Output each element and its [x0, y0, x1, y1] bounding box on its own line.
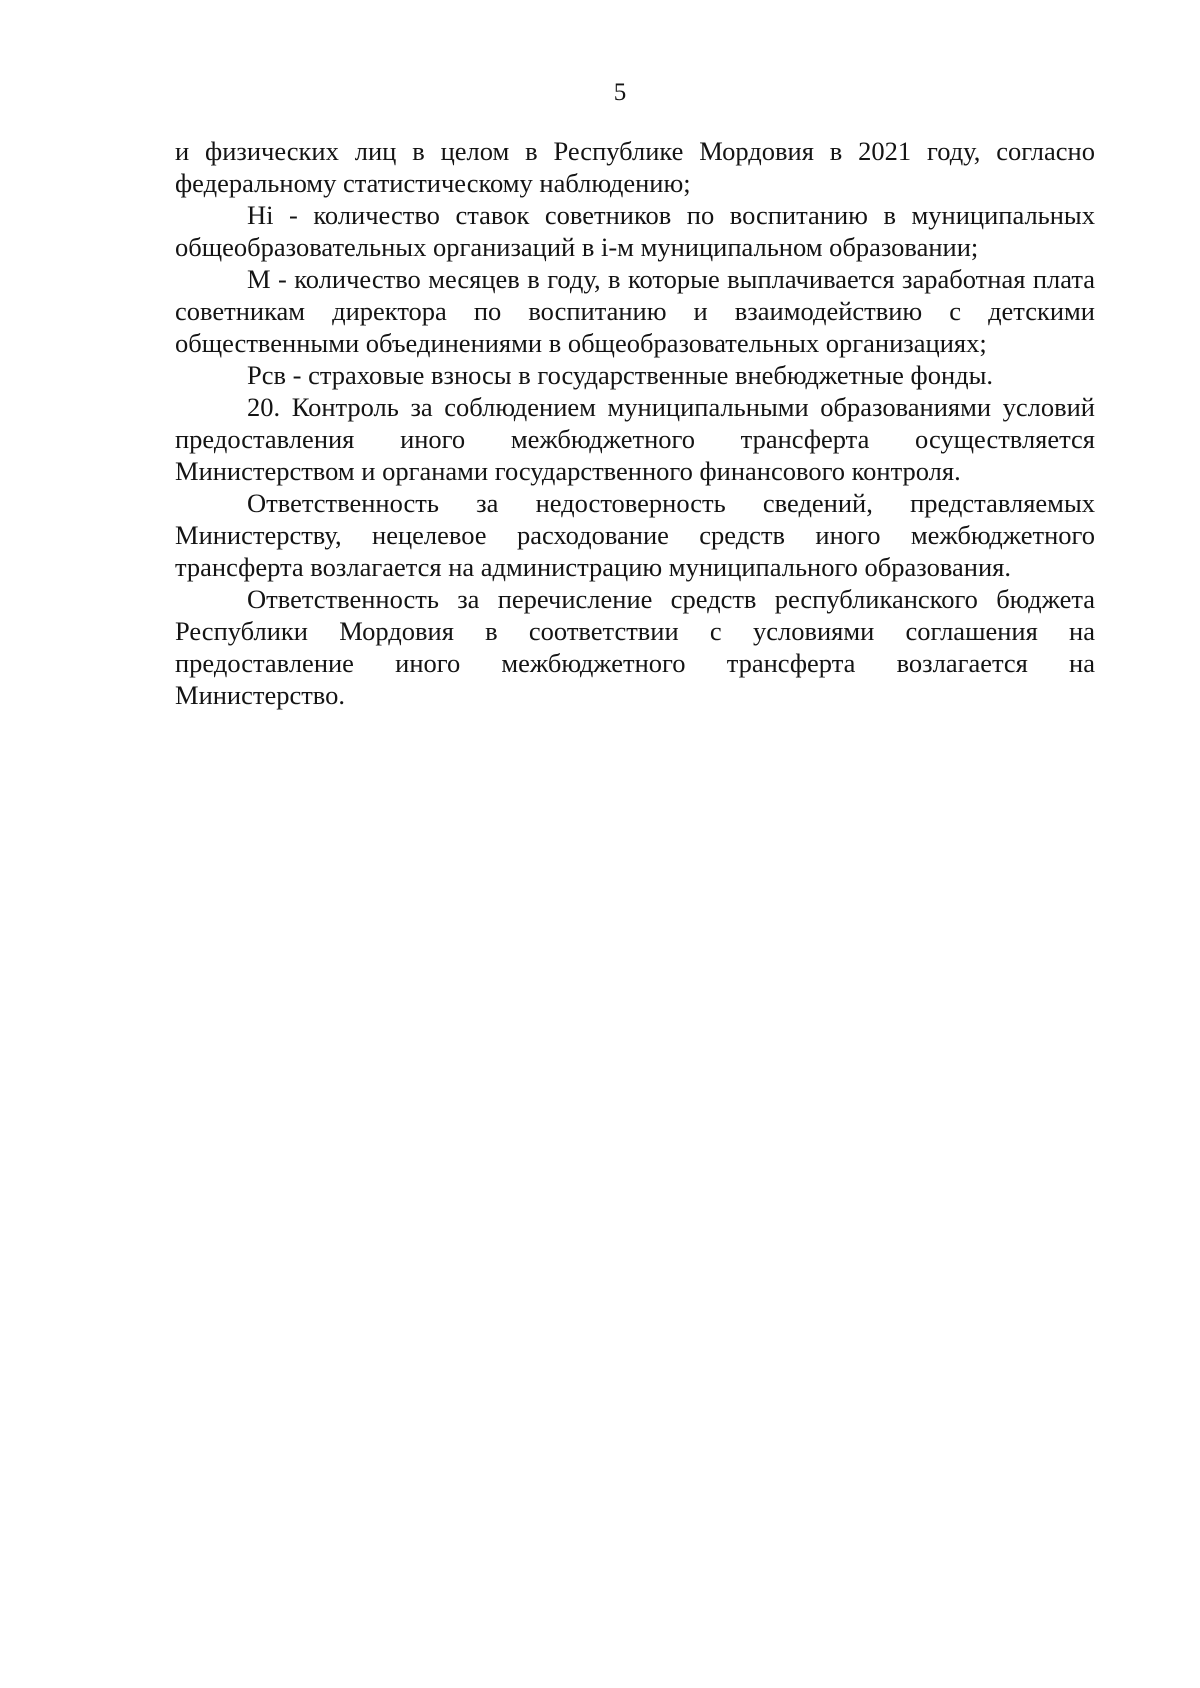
- paragraph-responsibility-2: Ответственность за перечисление средств республиканского бюджета Республики Мордовия в соответствии с условиями соглашения на предоставление иного межбюджетного трансферта возлагается на Министерство.: [175, 584, 1095, 710]
- paragraph-continuation: и физических лиц в целом в Республике Мордовия в 2021 году, согласно федеральному статистическому наблюдению;: [175, 136, 1095, 198]
- paragraph-definition-rsv: Рсв - страховые взносы в государственные внебюджетные фонды.: [247, 360, 994, 390]
- paragraph-definition-hi: Hi - количество ставок советников по воспитанию в муниципальных общеобразовательных организаций в i-м муниципальном образовании;: [175, 200, 1095, 262]
- document-body: [175, 135, 1095, 711]
- paragraph-responsibility-1: Ответственность за недостоверность сведений, представляемых Министерству, нецелевое расходование средств иного межбюджетного трансферта возлагается на администрацию муниципального образования.: [175, 488, 1095, 582]
- paragraph-item-20: 20. Контроль за соблюдением муниципальными образованиями условий предоставления иного межбюджетного трансферта осуществляется Министерством и органами государственного финансового контроля.: [175, 392, 1095, 486]
- paragraph-definition-m: М - количество месяцев в году, в которые выплачивается заработная плата советникам директора по воспитанию и взаимодействию с детскими общественными объединениями в общеобразовательных организациях;: [175, 264, 1095, 358]
- page-number: 5: [613, 79, 627, 106]
